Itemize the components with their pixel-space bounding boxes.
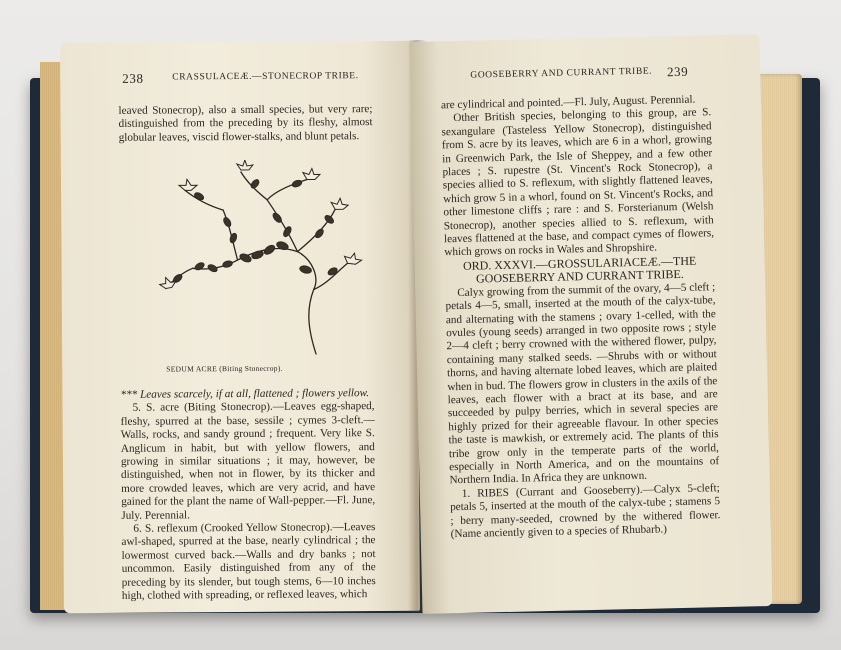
left-lower-text (120, 387, 375, 603)
left-running-title: CRASSULACEÆ.—STONECROP TRIBE. (172, 71, 359, 83)
right-running-title: GOOSEBERRY AND CURRANT TRIBE. (470, 66, 653, 81)
sedum-acre-engraving (137, 159, 368, 356)
left-page-number: 238 (122, 70, 144, 86)
ribes-paragraph: 1. RIBES (Currant and Gooseberry).—Calyx 5-cleft; petals 5, inserted at the mouth of the calyx-tube ; stamens 5 ; berry many-seeded, crowned by the withered flower. (Name anciently given to a species of Rhubarb.) (449, 481, 721, 541)
left-page (60, 41, 420, 613)
subsection-heading: *** Leaves scarcely, if at all, flattened ; flowers yellow. (120, 387, 370, 401)
illustration-caption: SEDUM ACRE (Biting Stonecrop). (166, 363, 283, 374)
right-page-number: 239 (666, 63, 689, 80)
order-heading: ORD. XXXVI.—GROSSULARIACEÆ.—THE GOOSEBERRY AND CURRANT TRIBE. (462, 253, 697, 286)
other-species-paragraph: Other British species, belonging to this group, are S. sexangulare (Tasteless Yellow Stonecrop), distinguished from S. acre by its leaves, which are 6 in a whorl, growing in Greenwich Park, the Isle of Sheppey, and a few other places ; S. rupestre (St. Vincent's Rock Stonecrop), a species allied to S. reflexum, with slightly flattened leaves, which grow 5 in a whorl, found on St. Vincent's Rocks, and other limestone cliffs ; rare : and S. Forsterianum (Welsh Stonecrop), another species allied to S. reflexum, with leaves flattened at the base, and compact cymes of flowers, which grows on rocks in Wales and Shropshire. (441, 106, 715, 259)
right-body-text (441, 93, 721, 541)
left-top-paragraph (118, 103, 372, 145)
species-6-paragraph: 6. S. reflexum (Crooked Yellow Stonecrop).—Leaves awl-shaped, spurred at the base, nearly cylindrical ; the lowermost curved back.—Walls and dry banks ; not uncommon. Easily distinguished from any of the preceding by its slender, but tough stems, 6—10 inches high, clothed with spreading, or reflexed leaves, which (121, 521, 376, 602)
left-running-header (60, 71, 416, 89)
left-top-text: leaved Stonecrop), also a small species, but very rare; distinguished from the preceding by its fleshy, almost globular leaves, viscid flower-stalks, and blunt petals. (118, 103, 373, 144)
right-top-paragraph: are cylindrical and pointed.—Fl. July, August. Perennial. (440, 93, 696, 112)
species-5-paragraph: 5. S. acre (Biting Stonecrop).—Leaves egg-shaped, fleshy, spurred at the base, sessile ; cymes 3-cleft.— Walls, rocks, and sandy ground ; frequent. Very like S. Anglicum in habit, but with yellow flowers, and growing in similar situations ; it may, however, be distinguished, when not in flower, by its thicker and more crowded leaves, which are very acrid, and have gained for the plant the name of Wall-pepper.—Fl. June, July. Perennial. (120, 400, 376, 522)
right-page (410, 34, 773, 614)
right-running-header (410, 64, 760, 88)
calyx-paragraph: Calyx growing from the summit of the ovary, 4—5 cleft ; petals 4—5, small, inserted at the mouth of the calyx-tube, and alternating with the stamens ; ovary 1-celled, with the ovules (young seeds) arranged in two opposite rows ; style 2—4 cleft ; berry crowned with the withered flower, pulpy, containing many stalked seeds. —Shrubs with or without thorns, and having alternate lobed leaves, which are plaited when in bud. The flowers grow in clusters in the axils of the leaves, each flower with a bract at its base, and are succeeded by pulpy berries, which in several species are highly prized for their agreeable flavour. In other species the taste is mawkish, or extremely acid. The plants of this tribe grow only in the temperate parts of the world, especially in North America, and on the mountains of Northern India. In Africa they are unknown. (445, 280, 720, 487)
